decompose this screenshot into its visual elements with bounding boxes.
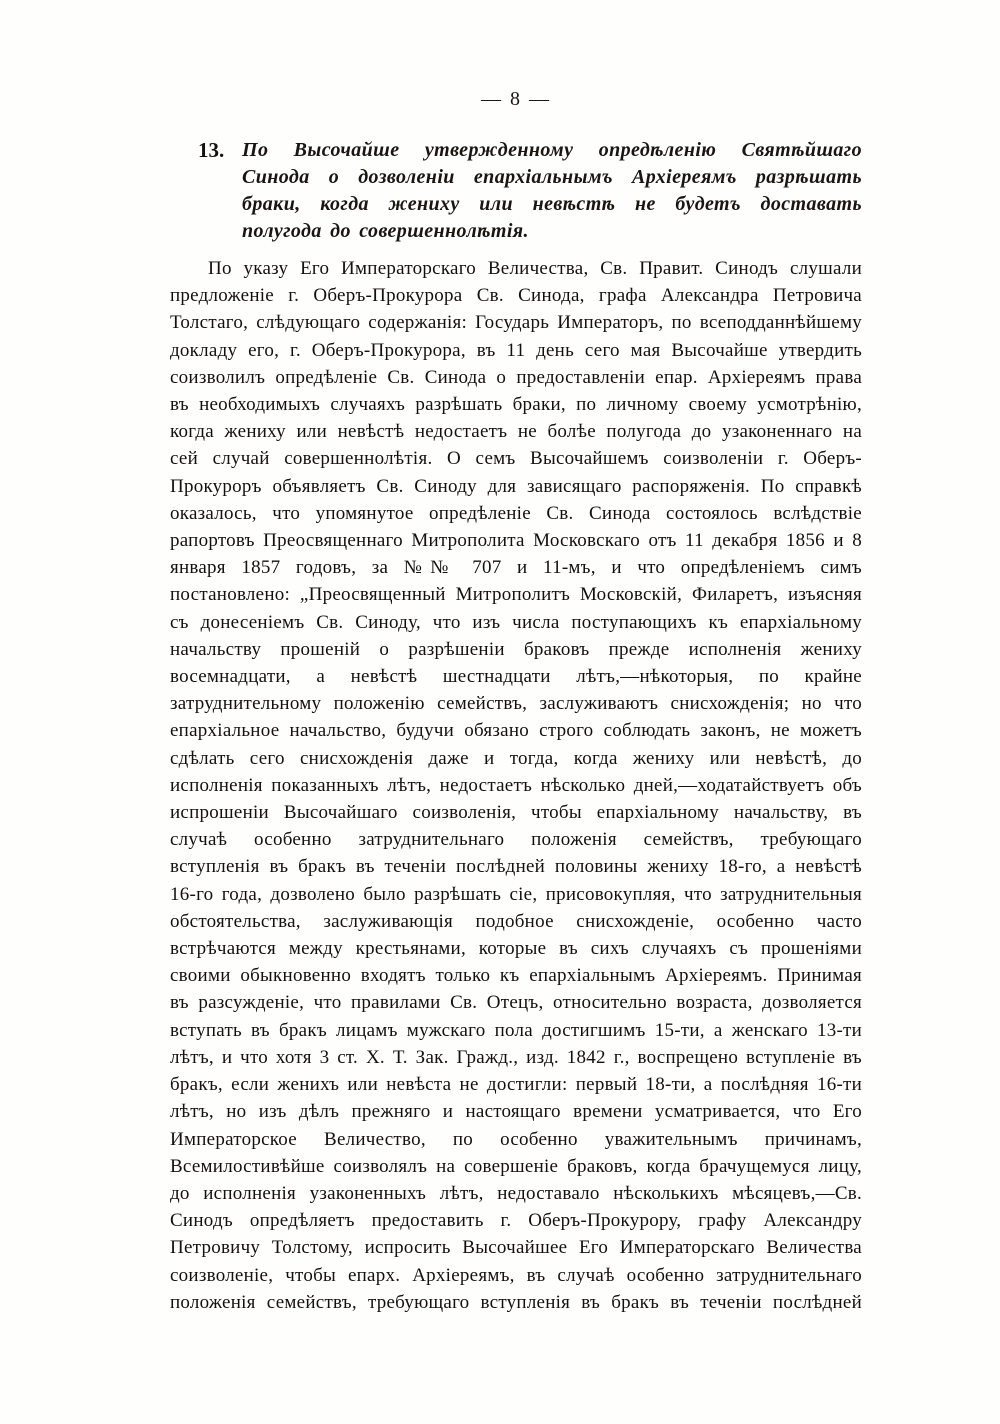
section-heading-text: По Высочайше утвержденному опредѣленію Святѣйшаго Синода о дозволеніи епархіальнымъ Архіереямъ разрѣшать браки, когда жениху или невѣстѣ не будетъ доставать полугода до совершеннолѣтія. — [242, 139, 862, 242]
section-heading — [170, 137, 862, 245]
body-paragraph: По указу Его Императорскаго Величества, Св. Правит. Синодъ слушали предложеніе г. Оберъ-Прокурора Св. Синода, графа Александра Петровича Толстаго, слѣдующаго содержанія: Государь Императоръ, по всеподданнѣйшему докладу его, г. Оберъ-Прокурора, въ 11 день сего мая Высочайше утвердить соизволилъ опредѣленіе Св. Синода о предоставленіи епар. Архіереямъ права въ необходимыхъ случаяхъ разрѣшать браки, по личному своему усмотрѣнію, когда жениху или невѣстѣ недостаетъ не болѣе полугода до узаконеннаго на сей случай совершеннолѣтія. О семъ Высочайшемъ соизволеніи г. Оберъ-Прокуроръ объявляетъ Св. Синоду для зависящаго распоряженія. По справкѣ оказалось, что упомянутое опредѣленіе Св. Синода состоялось вслѣдствіе рапортовъ Преосвященнаго Митрополита Московскаго отъ 11 декабря 1856 и 8 января 1857 годовъ, за №№ 707 и 11-мъ, и что опредѣленіемъ симъ постановлено: „Преосвященный Митрополитъ Московскій, Филаретъ, изъясняя съ донесеніемъ Св. Синоду, что изъ числа поступающихъ къ епархіальному начальству прошеній о разрѣшеніи браковъ прежде исполненія жениху восемнадцати, а невѣстѣ шестнадцати лѣтъ,—нѣкоторыя, по крайне затруднительному положенію семействъ, заслуживаютъ снисхожденія; но что епархіальное начальство, будучи обязано строго соблюдать законъ, не можетъ сдѣлать сего снисхожденія даже и тогда, когда жениху или невѣстѣ, до исполненія показанныхъ лѣтъ, недостаетъ нѣсколько дней,—ходатайствуетъ объ испрошеніи Высочайшаго соизволенія, чтобы епархіальному начальству, въ случаѣ особенно затруднительнаго положенія семействъ, требующаго вступленія въ бракъ въ теченіи послѣдней половины жениху 18-го, а невѣстѣ 16-го года, дозволено было разрѣшать сіе, присовокупляя, что затруднительныя обстоятельства, заслуживающія подобное снисхожденіе, особенно часто встрѣчаются между крестьянами, которые въ сихъ случаяхъ съ прошеніями своими обыкновенно входятъ только къ епархіальнымъ Архіереямъ. Принимая въ разсужденіе, что правилами Св. Отецъ, относительно возраста, дозволяется вступать въ бракъ лицамъ мужскаго пола достигшимъ 15-ти, а женскаго 13-ти лѣтъ, и что хотя 3 ст. X. Т. Зак. Гражд., изд. 1842 г., воспрещено вступленіе въ бракъ, если женихъ или невѣста не достигли: первый 18-ти, а послѣдняя 16-ти лѣтъ, но изъ дѣлъ прежняго и настоящаго времени усматривается, что Его Императорское Величество, по особенно уважительнымъ причинамъ, Всемилостивѣйше соизволялъ на совершеніе браковъ, когда брачущемуся лицу, до исполненія узаконенныхъ лѣтъ, недоставало нѣсколькихъ мѣсяцевъ,—Св. Синодъ опредѣляетъ предоставить г. Оберъ-Прокурору, графу Александру Петровичу Толстому, испросить Высочайшее Его Императорскаго Величества соизволеніе, чтобы епарх. Архіереямъ, въ случаѣ особенно затруднительнаго положенія семействъ, требующаго вступленія въ бракъ въ теченіи послѣдней — [170, 258, 862, 1313]
page-number: — 8 — — [481, 88, 551, 110]
section-number: 13. — [198, 138, 225, 162]
